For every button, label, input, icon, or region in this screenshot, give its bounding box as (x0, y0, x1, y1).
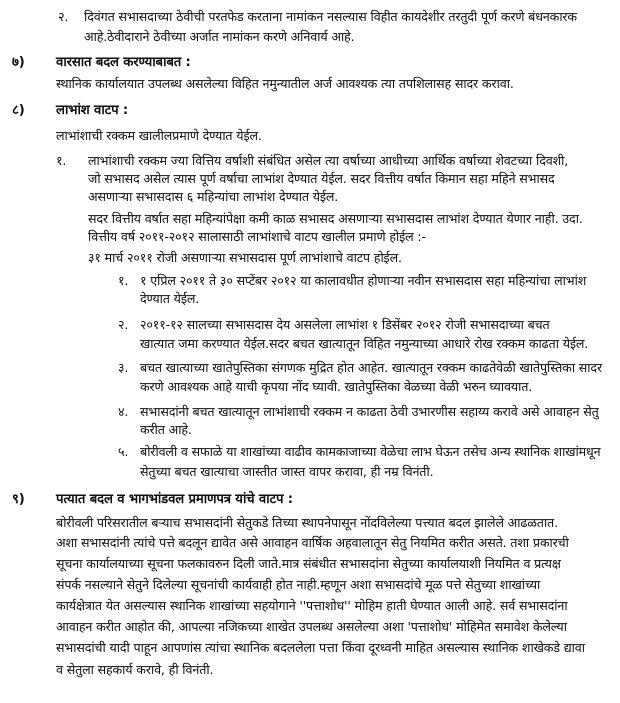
paragraph-line: सूचना कार्यालयाच्या सूचना फलकावरुन दिली जाते.मात्र संबंधीत सभासदांना सेतुच्या कार्यालयाशी नियमित व प्रत्यक्ष (56, 556, 561, 571)
paragraph-line: बोरीवली परिसरातील बऱ्याच सभासदांनी सेतुकडे तिच्या स्थापनेपासून नोंदविलेल्या पत्त्यात बदल झालेले आढळतात. (56, 515, 558, 530)
paragraph-line: दिवंगत सभासदाच्या ठेवीची परतफेड करताना नामांकन नसल्यास विहीत कायदेशीर तरतुदी पूर्ण करणे बंधनकारक (84, 9, 577, 24)
paragraph-line: सदर वित्तीय वर्षात सहा महिन्यांपेक्षा कमी काळ सभासद असणाऱ्या सभासदास लाभांश देण्यात येणार नाही. उदा. (88, 211, 583, 226)
paragraph-line: २०११-१२ सालच्या सभासदास देय असलेला लाभांश १ डिसेंबर २०१२ रोजी सभासदाच्या बचत (140, 317, 550, 332)
section-9-number: ९) (12, 492, 25, 507)
section-7-body: स्थानिक कार्यालयात उपलब्ध असलेल्या विहित नमुन्यातील अर्ज आवश्यक त्या तपशिलासह सादर करावा. (56, 76, 514, 91)
section-7-title: वारसात बदल करण्याबाबत : (56, 55, 191, 70)
example-line: ३१ मार्च २०११ रोजी असणाऱ्या सभासदास पूर्ण लाभांशाचे वाटप होईल. (88, 250, 402, 265)
paragraph-line: व सेतुला सहकार्य करावे, ही विनंती. (56, 662, 214, 677)
paragraph-line: आवाहन करीत आहोत की, आपल्या नजिकच्या शाखेत उपलब्ध असलेल्या अशा 'पत्ताशोध' मोहिमेत समावेश केलेल्या (56, 619, 567, 634)
paragraph-line: अशा सभासदांनी त्यांचे पत्ते बदलून द्यावेत असे आवाहन वार्षिक अहवालातून सेतु नियमित करीत असते. तशा प्रकारची (56, 535, 569, 550)
paragraph-line: लाभांशाची रक्कम ज्या वित्तिय वर्षाशी संबंधित असेल त्या वर्षाच्या आधीच्या आर्थिक वर्षाच्या शेवटच्या दिवशी, (88, 153, 569, 168)
section-8-number: ८) (12, 103, 25, 118)
paragraph-line: करणे आवश्यक आहे याची कृपया नोंद घ्यावी. खातेपुस्तिका वेळच्या वेळी भरुन घ्यावयात. (140, 379, 533, 394)
section-7-number: ७) (12, 55, 25, 70)
paragraph-line: बचत खात्याच्या खातेपुस्तिका संगणक मुद्रित होत आहेत. खात्यातून रक्कम काढतेवेळी खातेपुस्तिका सादर (140, 360, 602, 375)
subitem-number: १. (118, 273, 129, 288)
subitem-number: ३. (118, 360, 129, 375)
paragraph-line: जो सभासद असेल त्यास पूर्ण वर्षाचा लाभांश देण्यात येईल. सदर वित्तीय वर्षात किमान सहा महिने सभासद (88, 171, 555, 186)
paragraph-line: वित्तीय वर्ष २०११-२०१२ सालासाठी लाभांशाचे वाटप खालील प्रमाणे होईल :- (88, 229, 426, 244)
paragraph-line: करीत आहे. (140, 422, 192, 437)
paragraph-line: सभासदांनी बचत खात्यातून लाभांशाची रक्कम न काढता ठेवी उभारणीस सहाय्य करावे असे आवाहन सेतु (140, 404, 599, 419)
paragraph-line: खात्यात जमा करण्यात येईल.सदर बचत खात्यातून विहित नमुन्याच्या आधारे रोख रक्कम काढता येईल. (140, 336, 589, 351)
paragraph-line: १ एप्रिल २०११ ते ३० सप्टेंबर २०१२ या कालावधीत होणाऱ्या नवीन सभासदास सहा महिन्यांचा लाभांश (140, 273, 587, 288)
subitem-number: २. (118, 317, 129, 332)
subitem-number: ५. (118, 444, 129, 459)
paragraph-line: सेतुच्या बचत खात्याचा जास्तीत जास्त वापर करावा, ही नम्र विनंती. (140, 464, 434, 479)
paragraph-line: देण्यात येईल. (140, 291, 200, 306)
paragraph-line: आहे.ठेवीदाराने ठेवीच्या अर्जात नामांकन करणे अनिवार्य आहे. (84, 29, 355, 44)
item-number: १. (56, 153, 67, 168)
section-9-title: पत्यात बदल व भागभांडवल प्रमाणपत्र यांचे वाटप : (56, 492, 293, 507)
item-number: २. (58, 9, 69, 24)
paragraph-line: असणाऱ्या सभासदास ६ महिन्यांचा लाभांश देण्यात येईल. (88, 189, 339, 204)
paragraph-line: सभासदांची यादी पाहून आपणांस त्यांचा स्थानिक बदललेला पत्ता किंवा दूरध्वनी माहित असल्यास स्थानिक शाखेकडे द्यावा (56, 640, 585, 655)
section-8-intro: लाभांशाची रक्कम खालीलप्रमाणे देण्यात येईल. (56, 128, 262, 143)
paragraph-line: संपर्क नसल्याने सेतुने दिलेल्या सूचनांची कार्यवाही होत नाही.म्हणून अशा सभासदांचे मूळ पत्ते सेतुच्या शाखांच्या (56, 577, 541, 592)
paragraph-line: कार्यक्षेत्रात येत असल्यास स्थानिक शाखांच्या सहयोगाने ''पत्ताशोध'' मोहिम हाती घेण्यात आली आहे. सर्व सभासदांना (56, 598, 568, 613)
section-8-title: लाभांश वाटप : (56, 103, 129, 118)
subitem-number: ४. (118, 404, 129, 419)
paragraph-line: बोरीवली व सफाळे या शाखांच्या वाढीव कामकाजाच्या वेळेचा लाभ घेऊन तसेच अन्य स्थानिक शाखांमधून (140, 444, 601, 459)
